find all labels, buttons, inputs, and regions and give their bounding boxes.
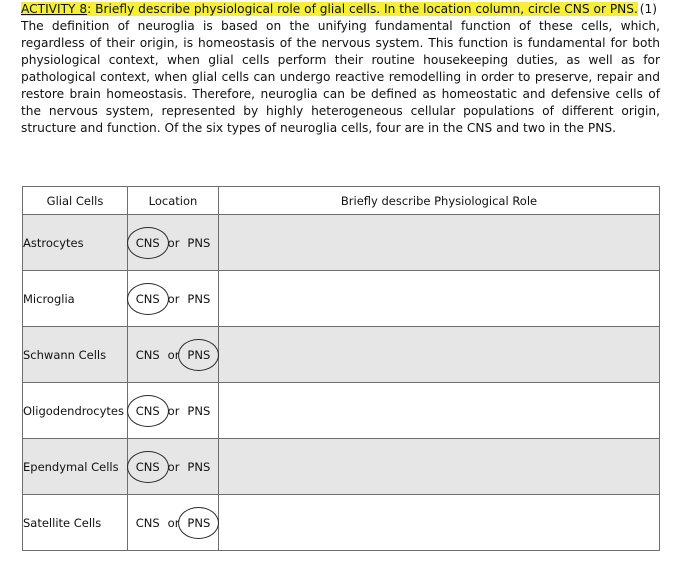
glial-cell-name: Satellite Cells bbox=[23, 495, 128, 551]
or-text: or bbox=[167, 291, 180, 306]
or-text: or bbox=[167, 235, 180, 250]
activity-heading-highlight bbox=[21, 2, 638, 16]
glial-cell-name: Microglia bbox=[23, 271, 128, 327]
table-row bbox=[23, 383, 660, 439]
location-choice[interactable] bbox=[128, 439, 219, 495]
header-physiological-role: Briefly describe Physiological Role bbox=[219, 187, 660, 215]
table-row bbox=[23, 439, 660, 495]
or-text: or bbox=[167, 347, 180, 362]
pns-option[interactable]: PNS bbox=[187, 459, 211, 474]
table-row bbox=[23, 327, 660, 383]
role-answer-cell[interactable] bbox=[219, 383, 660, 439]
role-answer-cell[interactable] bbox=[219, 271, 660, 327]
table-row bbox=[23, 271, 660, 327]
location-choice[interactable] bbox=[128, 327, 219, 383]
cns-option-circled[interactable]: CNS bbox=[135, 235, 160, 250]
activity-paragraph: The definition of neuroglia is based on the unifying fundamental function of these cells, which, regardless of their origin, is homeostasis of the nervous system. This function is fundamental for both physiological context, when glial cells perform their routine housekeeping duties, as well as for pathological context, when glial cells can undergo reactive remodelling in order to preserve, repair and restore brain homeostasis. Therefore, neuroglia can be defined as homeostatic and defensive cells of the nervous system, represented by highly heterogeneous cellular populations of different origin, structure and function. Of the six types of neuroglia cells, four are in the CNS and two in the PNS. bbox=[21, 19, 660, 135]
location-choice[interactable] bbox=[128, 215, 219, 271]
location-choice[interactable] bbox=[128, 495, 219, 551]
table-header-row bbox=[23, 187, 660, 215]
activity-instruction: : Briefly describe physiological role of glial cells. In the location column, circle CNS or PNS. bbox=[87, 2, 638, 16]
cns-option-circled[interactable]: CNS bbox=[135, 291, 160, 306]
role-answer-cell[interactable] bbox=[219, 327, 660, 383]
role-answer-cell[interactable] bbox=[219, 215, 660, 271]
header-glial-cells: Glial Cells bbox=[23, 187, 128, 215]
role-answer-cell[interactable] bbox=[219, 495, 660, 551]
cns-option[interactable]: CNS bbox=[135, 515, 160, 530]
activity-heading bbox=[21, 1, 661, 17]
glial-cell-name: Schwann Cells bbox=[23, 327, 128, 383]
or-text: or bbox=[167, 515, 180, 530]
role-answer-cell[interactable] bbox=[219, 439, 660, 495]
or-text: or bbox=[167, 403, 180, 418]
activity-number: ACTIVITY 8 bbox=[21, 2, 88, 16]
table-row bbox=[23, 215, 660, 271]
glial-cell-name: Astrocytes bbox=[23, 215, 128, 271]
cns-option[interactable]: CNS bbox=[135, 347, 160, 362]
pns-option-circled[interactable]: PNS bbox=[187, 347, 211, 362]
cns-option-circled[interactable]: CNS bbox=[135, 459, 160, 474]
pns-option[interactable]: PNS bbox=[187, 403, 211, 418]
header-location: Location bbox=[128, 187, 219, 215]
or-text: or bbox=[167, 459, 180, 474]
cns-option-circled[interactable]: CNS bbox=[135, 403, 160, 418]
table-row bbox=[23, 495, 660, 551]
pns-option-circled[interactable]: PNS bbox=[187, 515, 211, 530]
pns-option[interactable]: PNS bbox=[187, 291, 211, 306]
location-choice[interactable] bbox=[128, 383, 219, 439]
glial-cell-name: Ependymal Cells bbox=[23, 439, 128, 495]
pns-option[interactable]: PNS bbox=[187, 235, 211, 250]
glial-cell-name: Oligodendrocytes bbox=[23, 383, 128, 439]
activity-marks: (1) bbox=[639, 2, 657, 16]
location-choice[interactable] bbox=[128, 271, 219, 327]
glial-cells-table bbox=[22, 186, 660, 551]
